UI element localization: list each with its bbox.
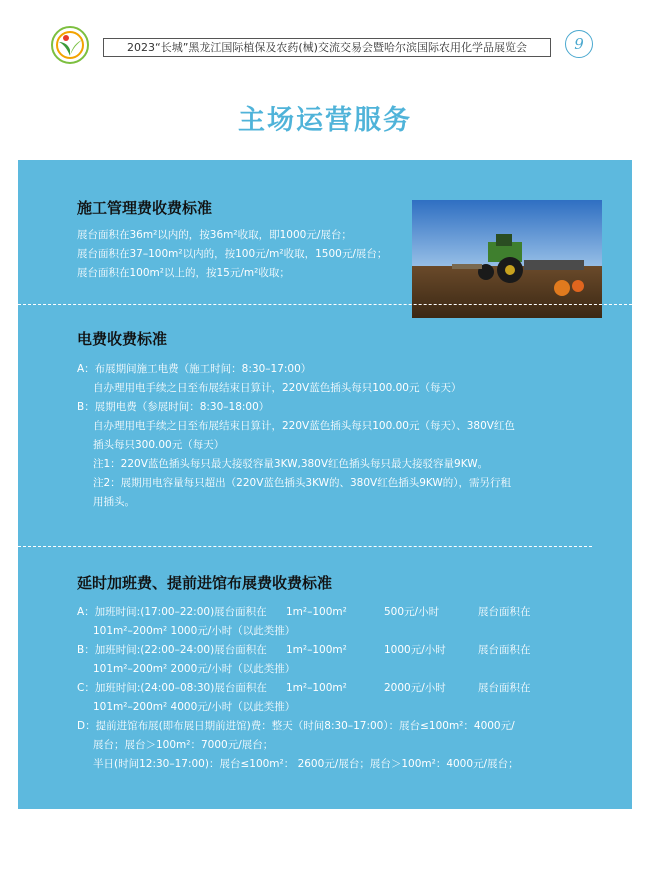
section3-title: 延时加班费、提前进馆布展费收费标准 <box>77 574 333 592</box>
page-title: 主场运营服务 <box>238 105 412 136</box>
section1-line: 展台面积在37–100m²以内的，按100元/m²收取，1500元/展台； <box>77 248 388 260</box>
section2-line: 自办理用电手续之日至布展结束日算计，220V蓝色插头每只100.00元（每天）、380V红色 <box>93 420 515 432</box>
fee-row <box>77 603 531 622</box>
fee-extra: 展台面积在 <box>478 606 531 618</box>
fee-extra: 展台面积在 <box>478 682 531 694</box>
section2-line: A：布展期间施工电费（施工时间：8:30–17:00） <box>77 363 312 375</box>
fee-extra: 展台面积在 <box>478 644 531 656</box>
section2-line: 注1：220V蓝色插头每只最大接驳容量3KW,380V红色插头每只最大接驳容量9KW。 <box>93 458 489 470</box>
fee-label: A：加班时间:(17:00–22:00)展台面积在 <box>77 606 267 618</box>
fee-price: 1000元/小时 <box>384 644 446 656</box>
section2-line: B：展期电费（参展时间：8:30–18:00） <box>77 401 270 413</box>
section2-line: 自办理用电手续之日至布展结束日算计，220V蓝色插头每只100.00元（每天） <box>93 382 462 394</box>
section1-line: 展台面积在36m²以内的，按36m²收取，即1000元/展台； <box>77 229 352 241</box>
tractor-photo <box>412 200 602 318</box>
fee-price: 2000元/小时 <box>384 682 446 694</box>
page-number: 9 <box>565 30 593 58</box>
fee-row <box>77 679 531 698</box>
section1-body <box>77 226 387 283</box>
fee-area: 1m²–100m² <box>286 606 347 618</box>
fee-label: B：加班时间:(22:00–24:00)展台面积在 <box>77 644 267 656</box>
section2-body <box>77 360 515 512</box>
fee-line: 半日(时间12:30–17:00)：展台≤100m²： 2600元/展台；展台＞100m²：4000元/展台； <box>93 758 519 770</box>
fee-line: 101m²–200m² 2000元/小时（以此类推） <box>93 663 296 675</box>
section3-body <box>77 603 531 774</box>
section-divider <box>18 546 592 547</box>
section2-line: 注2：展期用电容量每只超出（220V蓝色插头3KW的、380V红色插头9KW的），需另行租 <box>93 477 512 489</box>
fee-row <box>77 641 531 660</box>
fee-price: 500元/小时 <box>384 606 440 618</box>
section2-title: 电费收费标准 <box>77 330 168 348</box>
fee-area: 1m²–100m² <box>286 682 347 694</box>
fee-line: D：提前进馆布展(即布展日期前进馆)费：整天（时间8:30–17:00）：展台≤100m²：4000元/ <box>77 720 515 732</box>
section-divider <box>18 304 632 305</box>
expo-logo <box>51 26 89 64</box>
section2-line: 插头每只300.00元（每天） <box>93 439 225 451</box>
fee-line: 101m²–200m² 1000元/小时（以此类推） <box>93 625 296 637</box>
fee-area: 1m²–100m² <box>286 644 347 656</box>
fee-line: 101m²–200m² 4000元/小时（以此类推） <box>93 701 296 713</box>
fee-label: C：加班时间:(24:00–08:30)展台面积在 <box>77 682 267 694</box>
fee-line: 展台；展台＞100m²：7000元/展台； <box>93 739 274 751</box>
section1-line: 展台面积在100m²以上的，按15元/m²收取； <box>77 267 290 279</box>
section2-line: 用插头。 <box>93 496 135 508</box>
header-title: 2023“长城”黑龙江国际植保及农药(械)交流交易会暨哈尔滨国际农用化学品展览会 <box>103 38 551 57</box>
section1-title: 施工管理费收费标准 <box>77 199 213 217</box>
